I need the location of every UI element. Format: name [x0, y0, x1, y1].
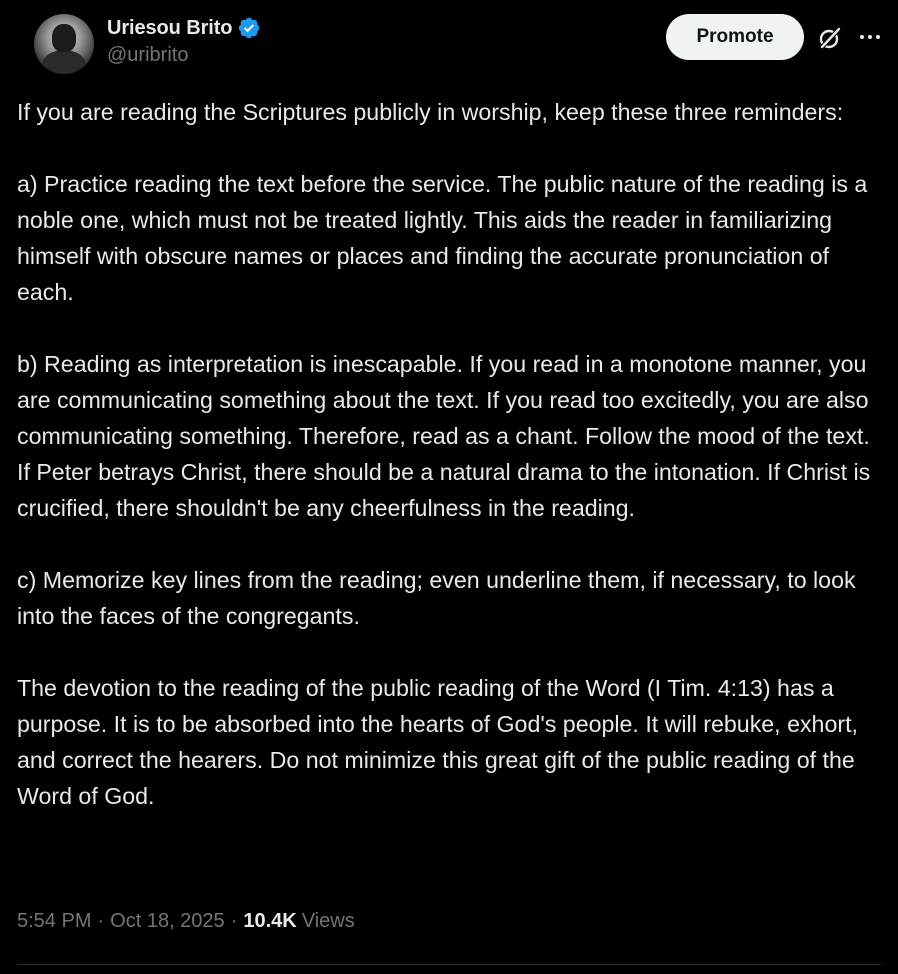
author-names — [107, 14, 261, 67]
tweet-paragraph-a: a) Practice reading the text before the service. The public nature of the reading is a noble one, which must not be treated lightly. This aids the reader in familiarizing himself with obscure names or places and finding the accurate pronunciation of each. — [17, 171, 868, 305]
more-icon[interactable] — [855, 22, 885, 52]
post-time[interactable]: 5:54 PM — [17, 910, 92, 932]
display-name[interactable]: Uriesou Brito — [107, 16, 233, 39]
name-row — [107, 14, 261, 42]
tweet-paragraph-c: c) Memorize key lines from the reading; even underline them, if necessary, to look into the faces of the congregants. — [17, 567, 856, 629]
divider — [17, 964, 881, 965]
tweet-paragraph-intro: If you are reading the Scriptures publicly in worship, keep these three reminders: — [17, 99, 844, 125]
avatar-body-shape — [42, 50, 86, 74]
tweet-paragraph-conclusion: The devotion to the reading of the public reading of the Word (I Tim. 4:13) has a purpose. It is to be absorbed into the hearts of God's people. It will rebuke, exhort, and correct the hearers. Do not minimize this great gift of the public reading of the Word of God. — [17, 675, 858, 809]
views-label[interactable]: Views — [301, 910, 355, 932]
tweet-meta — [17, 910, 355, 933]
promote-button[interactable]: Promote — [666, 14, 804, 60]
tweet-text — [17, 94, 879, 814]
tweet-header — [17, 0, 881, 84]
meta-separator: · — [230, 910, 238, 932]
meta-separator: · — [97, 910, 105, 932]
avatar-head-shape — [52, 24, 76, 52]
post-date[interactable]: Oct 18, 2025 — [110, 910, 225, 932]
avatar[interactable] — [34, 14, 94, 74]
views-count[interactable]: 10.4K — [243, 910, 297, 932]
author-handle[interactable]: @uribrito — [107, 44, 189, 66]
tweet-paragraph-b: b) Reading as interpretation is inescapable. If you read in a monotone manner, you are communicating something about the text. If you read too excitedly, you are also communicating something. Therefore, read as a chant. Follow the mood of the text. If Peter betrays Christ, there should be a natural drama to the intonation. If Christ is crucified, there shouldn't be any cheerfulness in the reading. — [17, 351, 871, 521]
verified-badge-icon[interactable] — [237, 16, 261, 40]
grok-icon[interactable] — [817, 25, 843, 51]
